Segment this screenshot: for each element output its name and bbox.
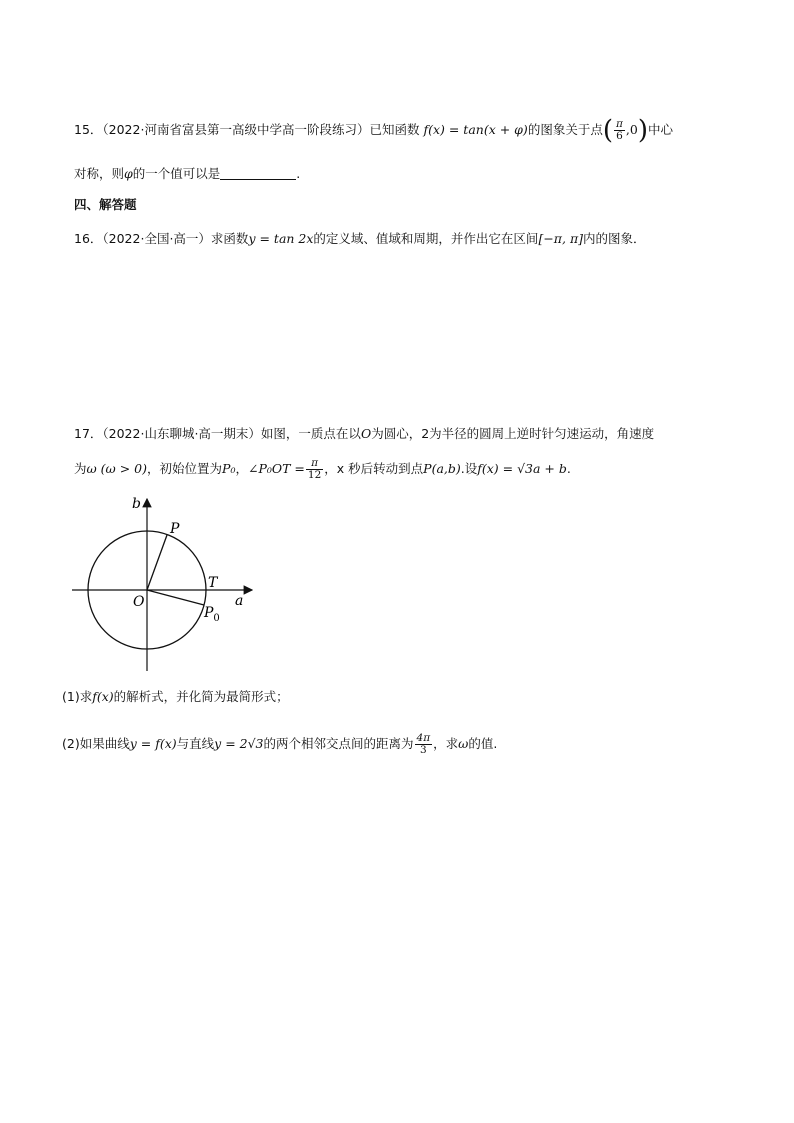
q17-line2-b: ，初始位置为	[147, 461, 223, 476]
q15-line2-a: 对称，则	[74, 166, 125, 181]
q16-text-a: 求函数	[210, 231, 249, 246]
q17-sub2-e: 的值.	[468, 736, 498, 751]
q17-line-1	[74, 425, 654, 443]
section-4-heading: 四、解答题	[74, 197, 137, 212]
q17-text-a: 如图，一质点在以	[260, 426, 361, 441]
q15-point-open-paren: (	[602, 115, 613, 146]
q17-angle: ∠P₀OT =	[247, 461, 305, 476]
q17-omega: ω (ω > 0)	[86, 461, 148, 476]
q17-sub1-b: 的解析式，并化简为最简形式；	[113, 689, 289, 704]
q17-line2-a: 为	[74, 461, 87, 476]
q16-text-c: 内的图象．	[583, 231, 646, 246]
q15-point-fraction: $\frac{\pi}{6}$	[615, 118, 623, 142]
q15-source: （2022·河南省富县第一高级中学高一阶段练习）	[102, 122, 370, 137]
q17-sub2-d: ，求	[433, 736, 459, 751]
label-P0: $P_0$	[204, 605, 220, 624]
q16-interval: [−π, π]	[538, 231, 584, 246]
label-P: P	[170, 521, 180, 537]
q17-sub2	[62, 733, 497, 756]
q15-line2-end: .	[296, 166, 301, 181]
q15-line-2	[74, 165, 300, 183]
q17-f-definition: f(x) = √3a + b	[477, 461, 567, 476]
q17-number: 17．	[74, 426, 103, 441]
q16-function: y = tan 2x	[248, 231, 314, 246]
q15-function: f(x) = tan(x + φ)	[423, 122, 528, 137]
q15-point-tail: ,0	[625, 122, 638, 137]
q17-sub2-b: 与直线	[176, 736, 215, 751]
q17-O: O	[360, 426, 372, 441]
q17-line-2	[74, 458, 571, 481]
q17-point-Pab: P(a,b)	[423, 461, 461, 476]
q17-sub1-f: f(x)	[92, 689, 114, 704]
q15-phi: φ	[124, 166, 133, 181]
label-b: b	[132, 496, 141, 512]
label-O: O	[133, 594, 145, 610]
q15-line-1	[74, 115, 673, 146]
q17-line2-e: .设	[460, 461, 478, 476]
q17-line2-end: .	[566, 461, 571, 476]
q16-number: 16．	[74, 231, 103, 246]
q17-distance-fraction: $\frac{4\pi}{3}$	[416, 732, 431, 756]
q17-P0: P₀	[222, 461, 236, 476]
circle-figure	[70, 493, 260, 683]
q17-sub1-a: (1)求	[62, 689, 93, 704]
q17-line2-d: ，x 秒后转动到点	[324, 461, 424, 476]
q17-sub2-a: (2)如果曲线	[62, 736, 130, 751]
radius-OP	[147, 535, 167, 590]
q17-sub2-curve: y = f(x)	[129, 736, 177, 751]
q15-number: 15．	[74, 122, 103, 137]
q15-text-a: 已知函数	[369, 122, 420, 137]
q15-line2-b: 的一个值可以是	[132, 166, 221, 181]
q17-source: （2022·山东聊城·高一期末）	[102, 426, 261, 441]
q17-sub2-line: y = 2√3	[214, 736, 264, 751]
q15-point-close-paren: )	[637, 115, 648, 146]
q15-text-c: 中心	[647, 122, 673, 137]
q17-text-b: 为圆心，2为半径的圆周上逆时针匀速运动，角速度	[371, 426, 655, 441]
q15-text-b: 的图象关于点	[527, 122, 603, 137]
q16-text-b: 的定义域、值域和周期，并作出它在区间	[313, 231, 539, 246]
q17-sub1	[62, 688, 289, 706]
q17-angle-fraction: $\frac{\pi}{12}$	[307, 457, 322, 481]
label-T: T	[208, 575, 218, 591]
radius-OP0	[147, 590, 204, 605]
q17-line2-c: ，	[235, 461, 248, 476]
q17-sub2-c: 的两个相邻交点间的距离为	[263, 736, 414, 751]
q17-sub2-omega: ω	[458, 736, 469, 751]
label-a: a	[235, 593, 244, 609]
q16-line	[74, 230, 646, 248]
q16-source: （2022·全国·高一）	[102, 231, 211, 246]
q15-answer-blank[interactable]	[220, 167, 296, 180]
